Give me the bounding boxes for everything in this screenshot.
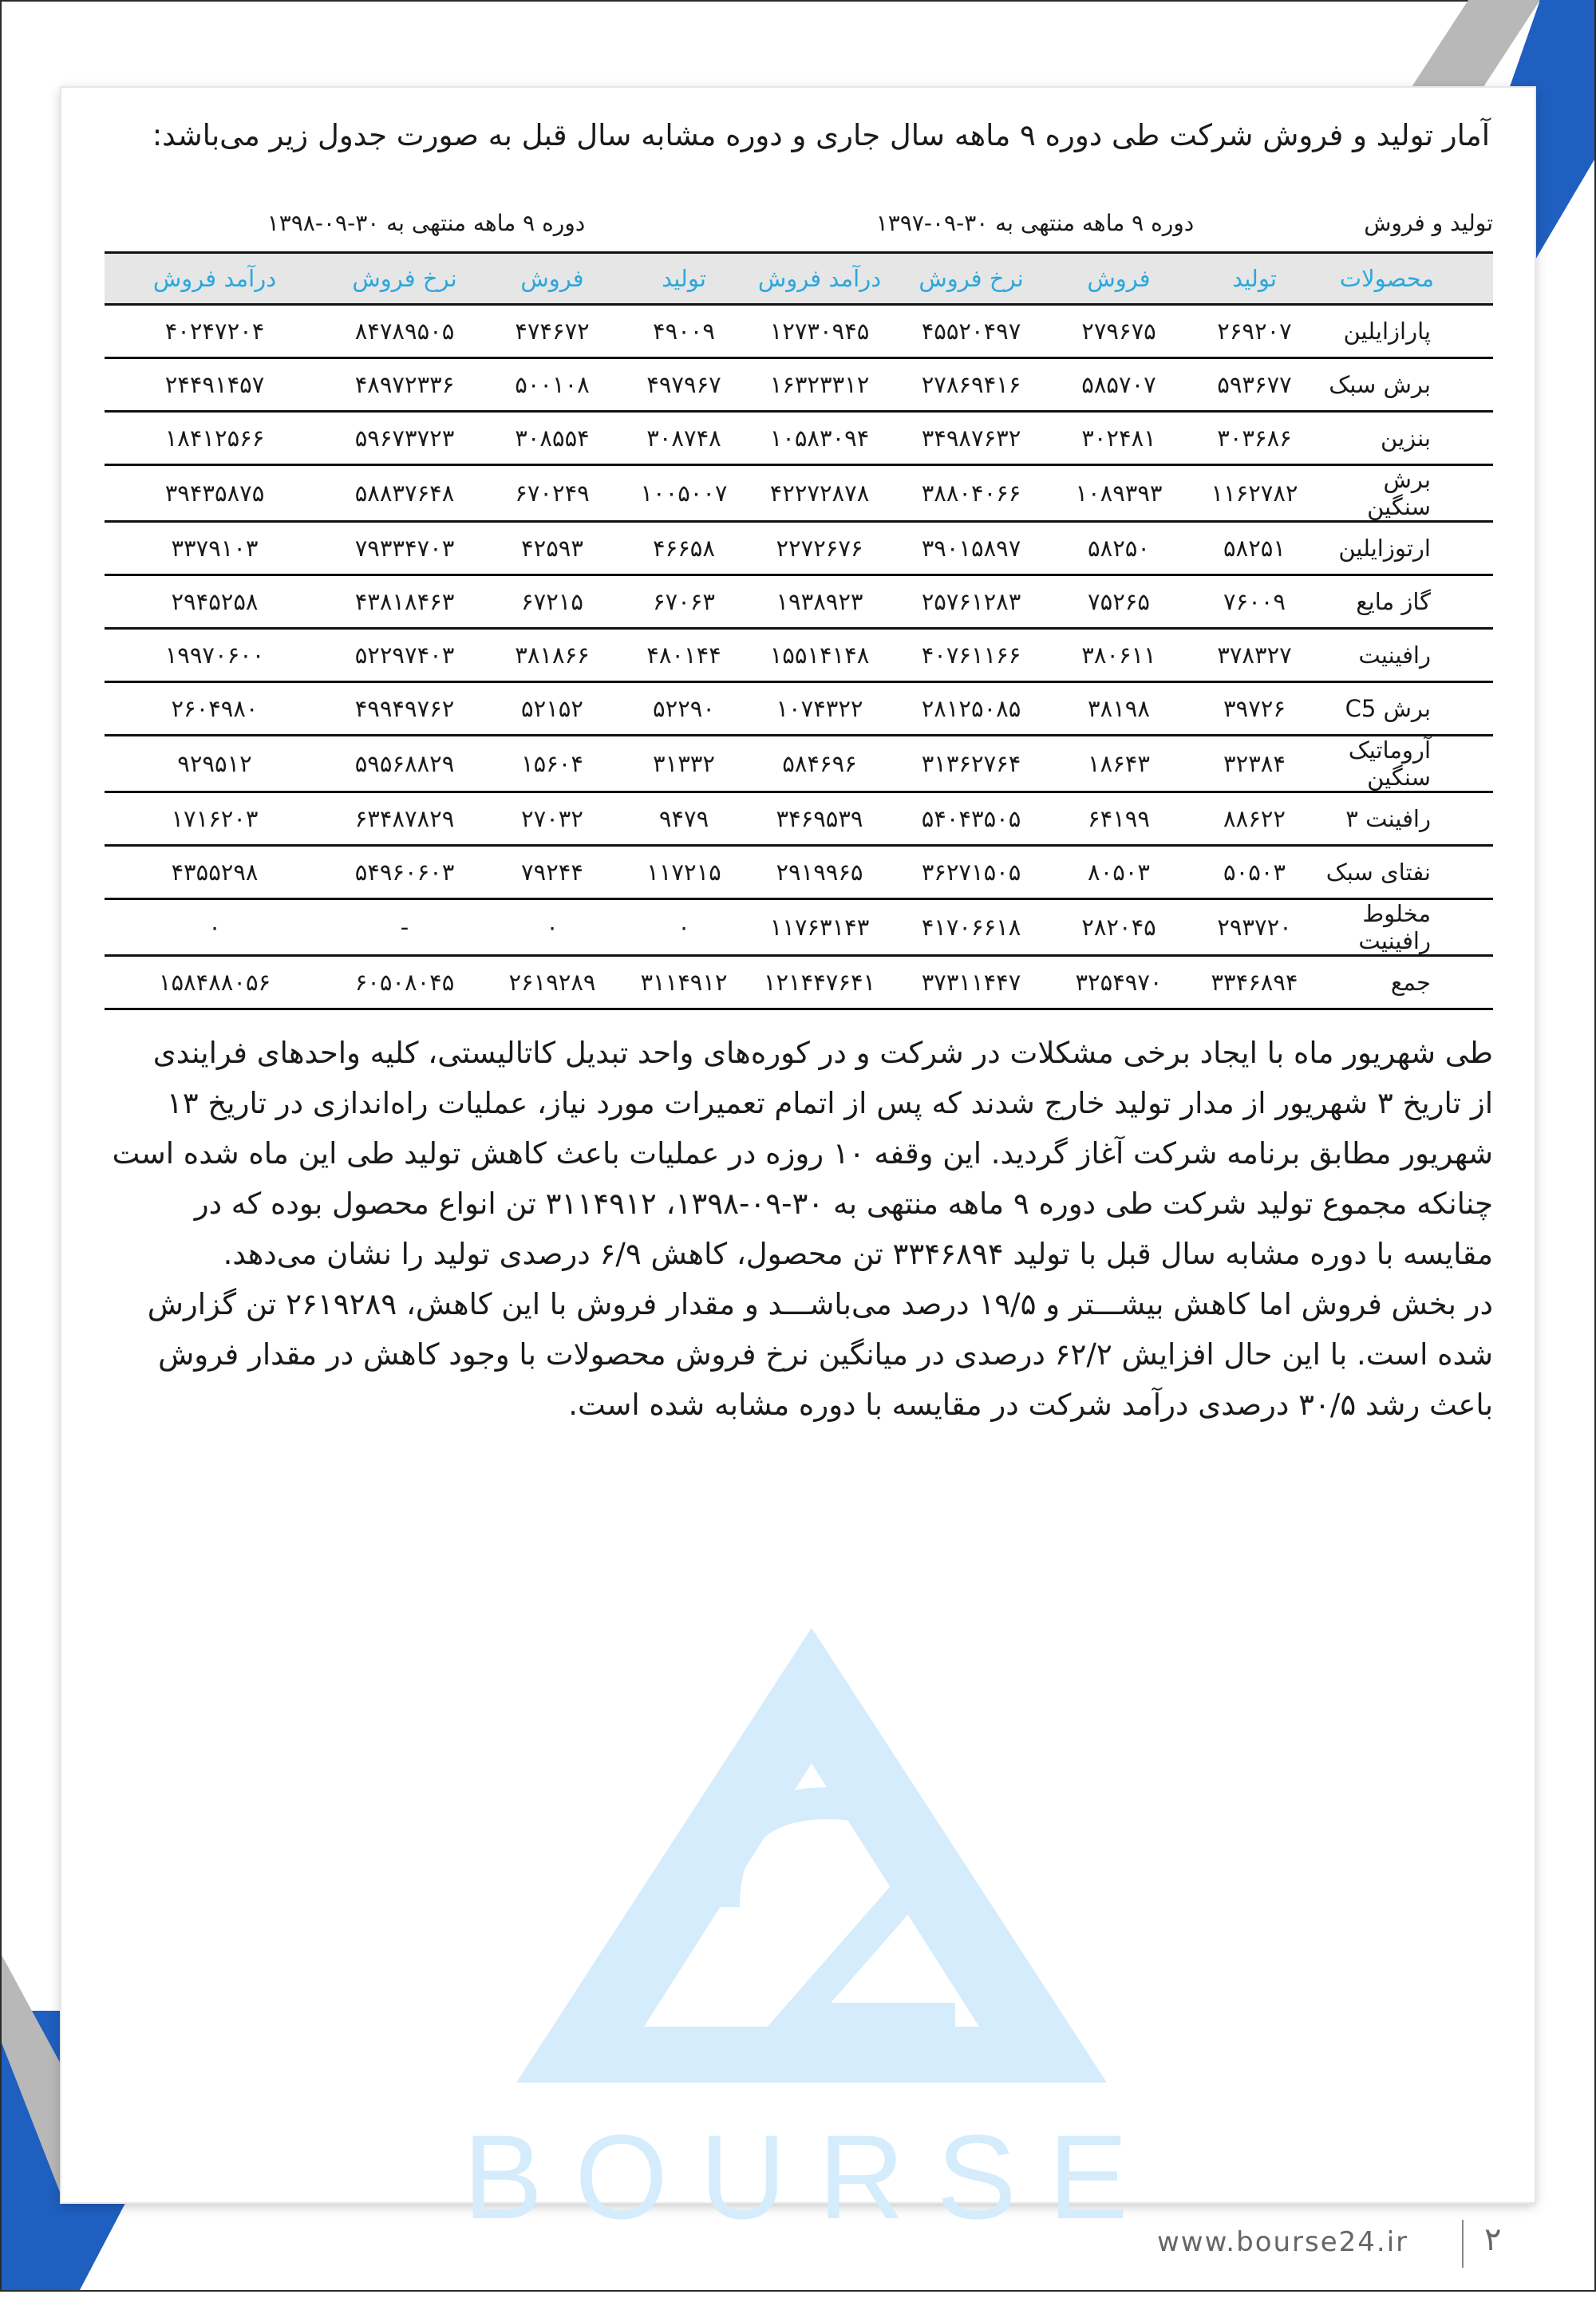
table-cell: ۰	[484, 899, 620, 956]
table-cell: ۲۷۸۶۹۴۱۶	[891, 358, 1051, 412]
col-header-production-1397: تولید	[1187, 253, 1322, 305]
table-cell: ۸۴۷۸۹۵۰۵	[325, 305, 484, 358]
table-cell: ۱۲۱۴۴۷۶۴۱	[748, 956, 891, 1009]
table-row	[105, 575, 1493, 629]
table-cell: ۲۹۳۷۲۰	[1187, 899, 1322, 956]
table-header-row	[105, 253, 1493, 305]
table-cell: ۳۴۹۸۷۶۳۲	[891, 412, 1051, 465]
table-cell: ۲۵۷۶۱۲۸۳	[891, 575, 1051, 629]
col-header-products: محصولات	[1322, 253, 1493, 305]
table-row	[105, 736, 1493, 792]
table-cell: ۱۹۳۸۹۲۳	[748, 575, 891, 629]
body-line: طی شهریور ماه با ایجاد برخی مشکلات در شرکت و در کوره‌های واحد تبدیل کاتالیستی، کلیه واحدهای فرایندی	[152, 1036, 1493, 1070]
table-cell: ۲۸۲۰۴۵	[1051, 899, 1187, 956]
product-name-cell: رافینت ۳	[1322, 792, 1493, 846]
table-cell: ۹۴۷۹	[620, 792, 748, 846]
table-cell: ۵۸۵۷۰۷	[1051, 358, 1187, 412]
period-prev-label: دوره ۹ ماهه منتهی به ۳۰-۰۹-۱۳۹۸	[267, 210, 586, 236]
table-cell: ۳۸۸۰۴۰۶۶	[891, 465, 1051, 522]
table-cell: ۳۰۲۴۸۱	[1051, 412, 1187, 465]
table-cell: ۳۰۸۵۵۴	[484, 412, 620, 465]
table-cell: ۱۱۶۲۷۸۲	[1187, 465, 1322, 522]
table-cell: ۳۳۷۹۱۰۳	[105, 522, 325, 575]
col-header-revenue-1397: درآمد فروش	[748, 253, 891, 305]
table-cell: ۲۷۰۳۲	[484, 792, 620, 846]
table-cell: ۳۷۸۳۲۷	[1187, 629, 1322, 682]
body-line: باعث رشد ۳۰/۵ درصدی درآمد شرکت در مقایسه با دوره مشابه شده است.	[568, 1388, 1493, 1422]
table-cell: ۸۸۶۲۲	[1187, 792, 1322, 846]
table-cell: ۴۲۲۷۲۸۷۸	[748, 465, 891, 522]
product-name-cell: برش سبک	[1322, 358, 1493, 412]
table-cell: ۴۹۹۴۹۷۶۲	[325, 682, 484, 736]
table-cell: ۳۱۳۶۲۷۶۴	[891, 736, 1051, 792]
table-cell: ۳۱۳۳۲	[620, 736, 748, 792]
table-cell: ۴۳۵۵۲۹۸	[105, 846, 325, 899]
production-sales-table	[105, 251, 1493, 1010]
table-cell: ۵۰۰۱۰۸	[484, 358, 620, 412]
table-row	[105, 792, 1493, 846]
table-cell: ۶۴۱۹۹	[1051, 792, 1187, 846]
table-cell: ۱۹۹۷۰۶۰۰	[105, 629, 325, 682]
table-cell: ۳۹۴۳۵۸۷۵	[105, 465, 325, 522]
table-cell: ۱۰۰۵۰۰۷	[620, 465, 748, 522]
table-cell: ۱۵۶۰۴	[484, 736, 620, 792]
table-cell: ۵۴۹۶۰۶۰۳	[325, 846, 484, 899]
product-name-cell: جمع	[1322, 956, 1493, 1009]
table-cell: ۱۱۷۶۳۱۴۳	[748, 899, 891, 956]
table-row	[105, 899, 1493, 956]
table-row	[105, 522, 1493, 575]
table-cell: ۷۹۳۳۴۷۰۳	[325, 522, 484, 575]
table-cell: ۳۴۶۹۵۳۹	[748, 792, 891, 846]
table-cell: ۲۶۰۴۹۸۰	[105, 682, 325, 736]
product-name-cell: بنزین	[1322, 412, 1493, 465]
table-cell: ۱۵۵۱۴۱۴۸	[748, 629, 891, 682]
table-cell: ۳۶۲۷۱۵۰۵	[891, 846, 1051, 899]
table-cell: ۱۵۸۴۸۸۰۵۶	[105, 956, 325, 1009]
table-cell: ۳۱۱۴۹۱۲	[620, 956, 748, 1009]
col-header-production-1398: تولید	[620, 253, 748, 305]
table-cell: ۹۲۹۵۱۲	[105, 736, 325, 792]
table-cell: ۷۶۰۰۹	[1187, 575, 1322, 629]
period-current-label: دوره ۹ ماهه منتهی به ۳۰-۰۹-۱۳۹۷	[875, 210, 1195, 236]
table-cell: ۴۵۵۲۰۴۹۷	[891, 305, 1051, 358]
table-row	[105, 956, 1493, 1009]
product-name-cell: گاز مایع	[1322, 575, 1493, 629]
table-body	[105, 305, 1493, 1009]
table-cell: ۴۹۰۰۹	[620, 305, 748, 358]
table-cell: ۲۹۱۹۹۶۵	[748, 846, 891, 899]
table-cell: ۱۶۳۲۳۳۱۲	[748, 358, 891, 412]
table-cell: ۵۲۱۵۲	[484, 682, 620, 736]
table-cell: ۶۳۴۸۷۸۲۹	[325, 792, 484, 846]
group-label: تولید و فروش	[1364, 210, 1493, 236]
table-cell: ۳۲۵۴۹۷۰	[1051, 956, 1187, 1009]
table-cell: ۳۸۱۸۶۶	[484, 629, 620, 682]
table-cell: ۴۲۵۹۳	[484, 522, 620, 575]
table-cell: -	[325, 899, 484, 956]
table-cell: ۱۸۶۴۳	[1051, 736, 1187, 792]
table-cell: ۳۰۳۶۸۶	[1187, 412, 1322, 465]
table-cell: ۵۴۰۴۳۵۰۵	[891, 792, 1051, 846]
table-cell: ۵۸۴۶۹۶	[748, 736, 891, 792]
bourse-watermark-logo	[460, 1604, 1163, 2306]
product-name-cell: آروماتیک سنگین	[1322, 736, 1493, 792]
table-cell: ۲۷۹۶۷۵	[1051, 305, 1187, 358]
table-cell: ۴۳۸۱۸۴۶۳	[325, 575, 484, 629]
table-cell: ۳۹۷۲۶	[1187, 682, 1322, 736]
table-cell: ۳۳۴۶۸۹۴	[1187, 956, 1322, 1009]
table-cell: ۶۷۲۱۵	[484, 575, 620, 629]
page-number: ۲	[1484, 2221, 1502, 2258]
product-name-cell: برش C5	[1322, 682, 1493, 736]
product-name-cell: رافینیت	[1322, 629, 1493, 682]
table-row	[105, 846, 1493, 899]
footer-url: www.bourse24.ir	[1157, 2226, 1409, 2258]
col-header-sales-1398: فروش	[484, 253, 620, 305]
table-cell: ۸۰۵۰۳	[1051, 846, 1187, 899]
watermark-logo-text: BOURSE	[463, 2110, 1160, 2244]
table-cell: ۶۰۵۰۸۰۴۵	[325, 956, 484, 1009]
table-cell: ۳۸۱۹۸	[1051, 682, 1187, 736]
table-row	[105, 465, 1493, 522]
col-header-revenue-1398: درآمد فروش	[105, 253, 325, 305]
col-header-sales-1397: فروش	[1051, 253, 1187, 305]
table-cell: ۴۶۶۵۸	[620, 522, 748, 575]
table-cell: ۱۰۷۴۳۲۲	[748, 682, 891, 736]
product-name-cell: نفتای سبک	[1322, 846, 1493, 899]
table-cell: ۳۲۳۸۴	[1187, 736, 1322, 792]
table-cell: ۲۶۱۹۲۸۹	[484, 956, 620, 1009]
table-cell: ۲۸۱۲۵۰۸۵	[891, 682, 1051, 736]
table-cell: ۴۷۴۶۷۲	[484, 305, 620, 358]
table-cell: ۵۲۲۹۰	[620, 682, 748, 736]
table-row	[105, 629, 1493, 682]
table-cell: ۵۸۲۵۰	[1051, 522, 1187, 575]
table-cell: ۳۹۰۱۵۸۹۷	[891, 522, 1051, 575]
table-cell: ۴۰۲۴۷۲۰۴	[105, 305, 325, 358]
table-cell: ۵۸۸۳۷۶۴۸	[325, 465, 484, 522]
body-line: در بخش فروش اما کاهش بیشـــتر و ۱۹/۵ درصد می‌باشـــد و مقدار فروش با این کاهش، ۲۶۱۹۲۸۹ تن گزارش	[147, 1287, 1493, 1321]
table-cell: ۷۵۲۶۵	[1051, 575, 1187, 629]
table-cell: ۱۸۴۱۲۵۶۶	[105, 412, 325, 465]
table-cell: ۷۹۲۴۴	[484, 846, 620, 899]
table-row	[105, 358, 1493, 412]
body-line: از تاریخ ۳ شهریور از مدار تولید خارج شدند که پس از اتمام تعمیرات مورد نیاز، عملیات راه‌اندازی در تاریخ ۱۳	[166, 1086, 1493, 1120]
table-cell: ۶۷۰۲۴۹	[484, 465, 620, 522]
table-cell: ۴۱۷۰۶۶۱۸	[891, 899, 1051, 956]
body-paragraph	[105, 1028, 1493, 1430]
table-cell: ۲۴۴۹۱۴۵۷	[105, 358, 325, 412]
table-cell: ۵۰۵۰۳	[1187, 846, 1322, 899]
table-cell: ۴۸۹۷۲۳۳۶	[325, 358, 484, 412]
col-header-rate-1397: نرخ فروش	[891, 253, 1051, 305]
table-cell: ۶۷۰۶۳	[620, 575, 748, 629]
body-line: شهریور مطابق برنامه شرکت آغاز گردید. این وقفه ۱۰ روزه در عملیات باعث کاهش تولید طی این ماه شده است	[112, 1136, 1493, 1171]
body-line: مقایسه با دوره مشابه سال قبل با تولید ۳۳۴۶۸۹۴ تن محصول، کاهش ۶/۹ درصدی تولید را نشان می‌دهد.	[223, 1237, 1493, 1271]
intro-text: آمار تولید و فروش شرکت طی دوره ۹ ماهه سال جاری و دوره مشابه سال قبل به صورت جدول زیر می‌باشد:	[152, 118, 1490, 152]
body-line: شده است. با این حال افزایش ۶۲/۲ درصدی در میانگین نرخ فروش محصولات با وجود کاهش در مقدار فروش	[158, 1337, 1493, 1372]
product-name-cell: پارازایلین	[1322, 305, 1493, 358]
table-cell: ۴۸۰۱۴۴	[620, 629, 748, 682]
product-name-cell: برش سنگین	[1322, 465, 1493, 522]
body-line: چنانکه مجموع تولید شرکت طی دوره ۹ ماهه منتهی به ۳۰-۰۹-۱۳۹۸، ۳۱۱۴۹۱۲ تن انواع محصول بوده که در	[194, 1187, 1493, 1221]
table-cell: ۴۹۷۹۶۷	[620, 358, 748, 412]
table-cell: ۵۸۲۵۱	[1187, 522, 1322, 575]
table-cell: ۳۰۸۷۴۸	[620, 412, 748, 465]
product-name-cell: ارتوزایلین	[1322, 522, 1493, 575]
table-row	[105, 682, 1493, 736]
table-row	[105, 412, 1493, 465]
table-cell: ۵۹۶۷۳۷۲۳	[325, 412, 484, 465]
table-cell: ۱۰۸۹۳۹۳	[1051, 465, 1187, 522]
table-cell: ۵۲۲۹۷۴۰۳	[325, 629, 484, 682]
footer-divider	[1462, 2220, 1464, 2268]
table-cell: ۰	[620, 899, 748, 956]
table-cell: ۱۱۷۲۱۵	[620, 846, 748, 899]
product-name-cell: مخلوط رافینیت	[1322, 899, 1493, 956]
table-cell: ۱۷۱۶۲۰۳	[105, 792, 325, 846]
table-cell: ۵۹۵۶۸۸۲۹	[325, 736, 484, 792]
table-cell: ۴۰۷۶۱۱۶۶	[891, 629, 1051, 682]
table-cell: ۰	[105, 899, 325, 956]
table-cell: ۲۶۹۲۰۷	[1187, 305, 1322, 358]
col-header-rate-1398: نرخ فروش	[325, 253, 484, 305]
table-cell: ۲۹۴۵۲۵۸	[105, 575, 325, 629]
table-cell: ۲۲۷۲۶۷۶	[748, 522, 891, 575]
table-cell: ۵۹۳۶۷۷	[1187, 358, 1322, 412]
table-row	[105, 305, 1493, 358]
table-cell: ۳۷۳۱۱۴۴۷	[891, 956, 1051, 1009]
table-cell: ۱۰۵۸۳۰۹۴	[748, 412, 891, 465]
table-cell: ۳۸۰۶۱۱	[1051, 629, 1187, 682]
table-cell: ۱۲۷۳۰۹۴۵	[748, 305, 891, 358]
